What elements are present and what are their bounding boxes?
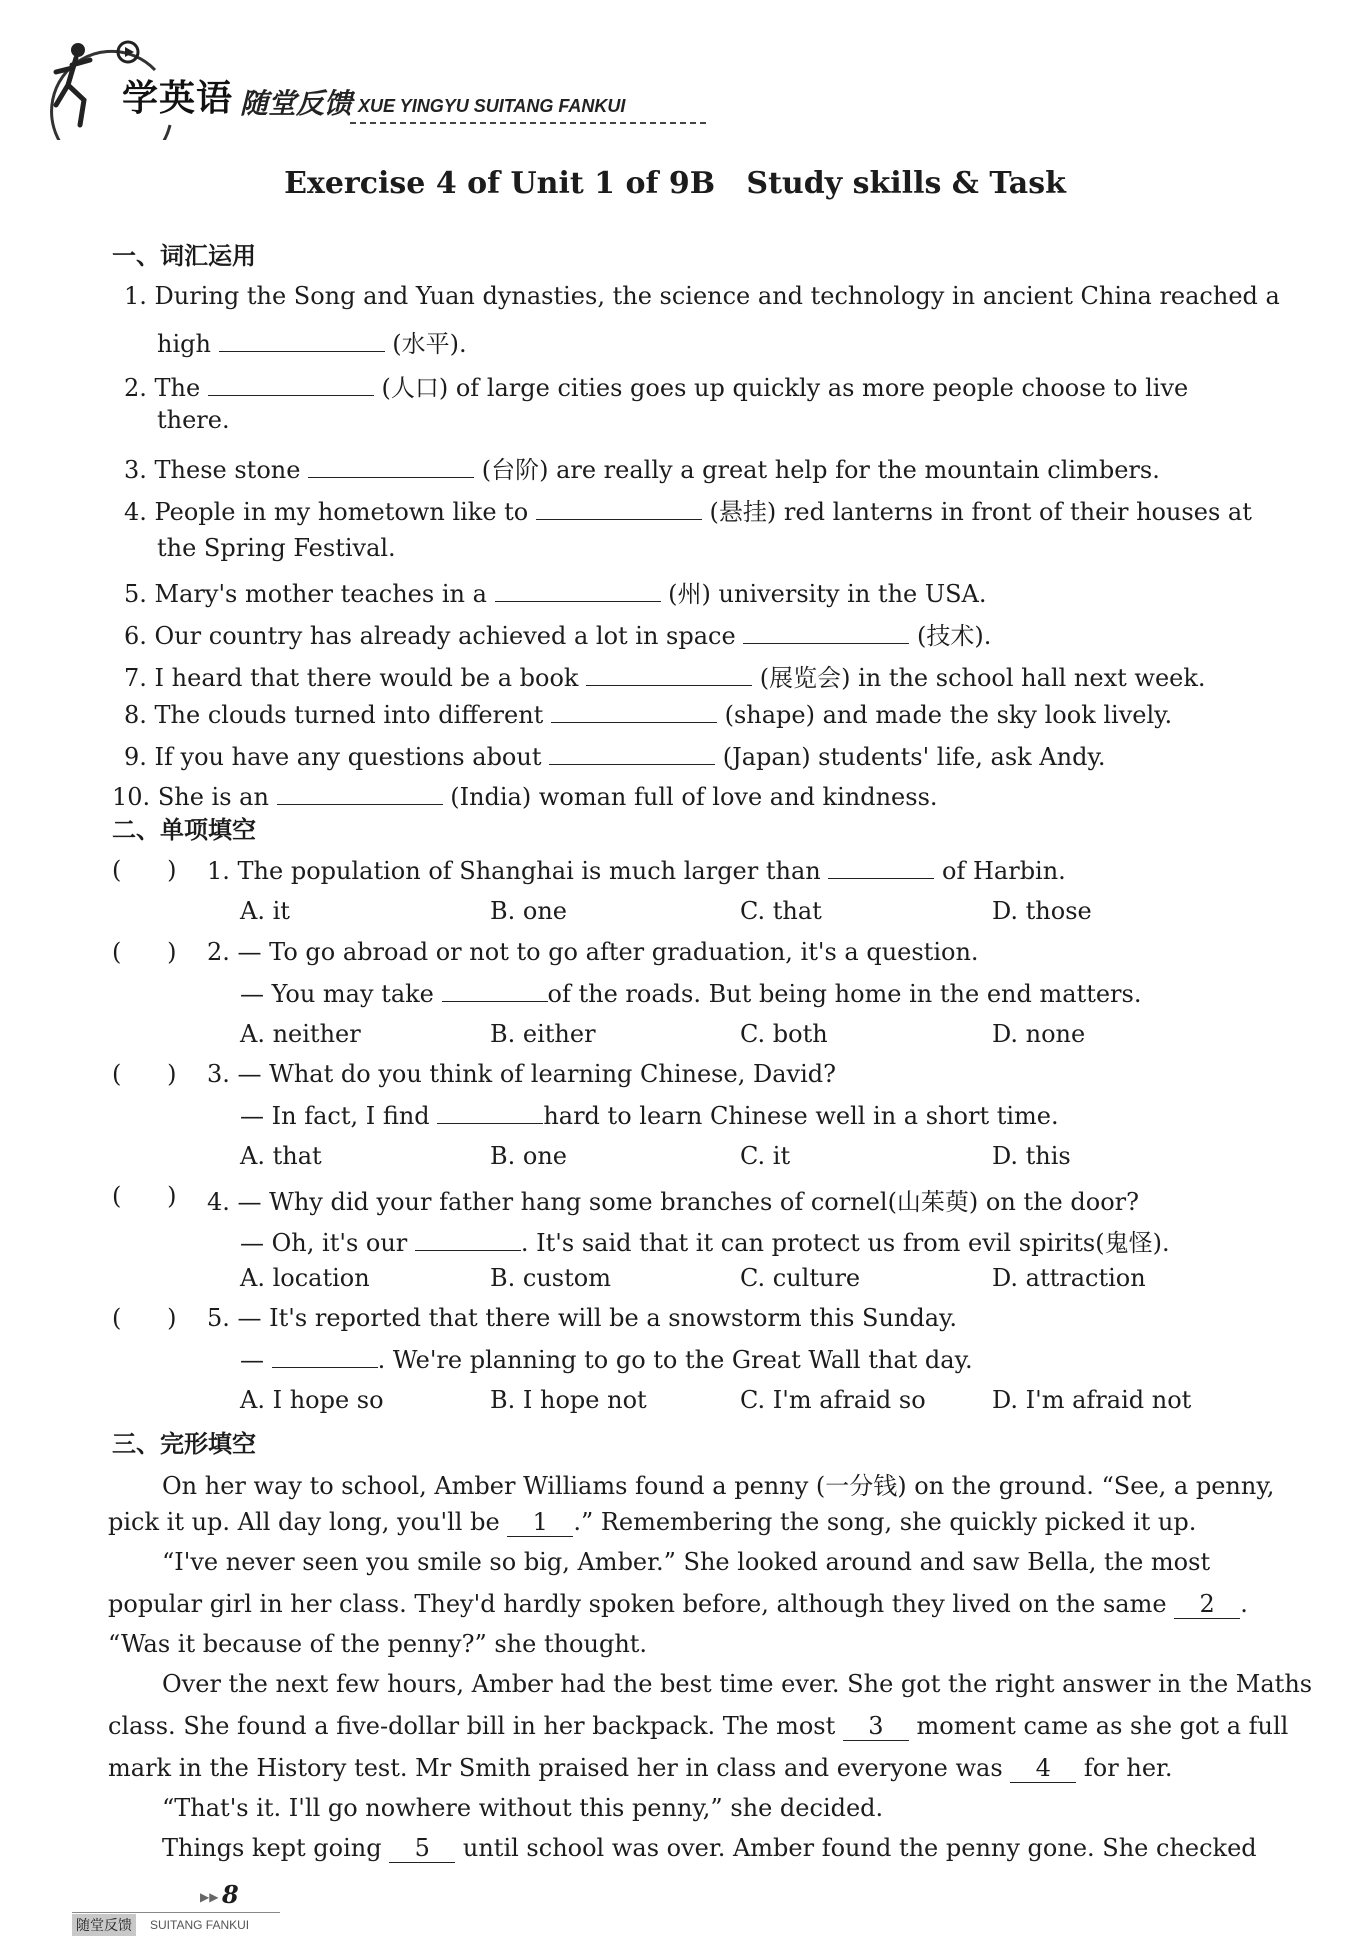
- question-text: — In fact, I find: [240, 1102, 430, 1130]
- item-number: 3.: [207, 1060, 230, 1088]
- passage-text: On her way to school, Amber Williams found a penny (一分钱) on the ground. “See, a penny,: [162, 1472, 1275, 1500]
- item-hint: (悬挂) red lanterns in front of their houses at: [709, 498, 1252, 526]
- answer-blank[interactable]: [277, 782, 443, 805]
- item-hint: (shape) and made the sky look lively.: [724, 701, 1173, 729]
- header-pinyin: XUE YINGYU SUITANG FANKUI: [358, 96, 626, 116]
- passage-text: until school was over. Amber found the penny gone. She checked: [462, 1834, 1257, 1862]
- passage-text: .” Remembering the song, she quickly picked it up.: [573, 1508, 1197, 1536]
- item-hint: (州) university in the USA.: [668, 580, 987, 608]
- question-text: — Oh, it's our: [240, 1229, 408, 1257]
- answer-paren[interactable]: ( ): [112, 856, 177, 884]
- question-text: —: [240, 1346, 264, 1374]
- item-number: 6.: [124, 622, 147, 650]
- mc-option[interactable]: B. either: [490, 1020, 596, 1048]
- item-number: 10.: [112, 783, 151, 811]
- answer-blank[interactable]: [208, 373, 374, 396]
- question-text: of the roads. But being home in the end matters.: [547, 980, 1142, 1008]
- passage-text: popular girl in her class. They'd hardly spoken before, although they lived on the same: [108, 1590, 1167, 1618]
- mc-option[interactable]: A. neither: [240, 1020, 361, 1048]
- item-number: 4.: [207, 1188, 230, 1216]
- mc-option[interactable]: A. location: [240, 1264, 370, 1292]
- cloze-blank-4[interactable]: 4: [1010, 1754, 1076, 1783]
- vocab-item: [124, 700, 1264, 729]
- item-hint: (技术).: [916, 622, 992, 650]
- passage-text: .: [1240, 1590, 1248, 1618]
- vocab-item: [124, 368, 1264, 403]
- question-text: of Harbin.: [942, 857, 1066, 885]
- mc-option[interactable]: D. attraction: [992, 1264, 1146, 1292]
- item-text: I heard that there would be a book: [154, 664, 579, 692]
- answer-paren[interactable]: ( ): [112, 938, 177, 966]
- question-text: — It's reported that there will be a snowstorm this Sunday.: [237, 1304, 958, 1332]
- page-title: Exercise 4 of Unit 1 of 9B Study skills & Task: [284, 166, 1066, 201]
- item-text: These stone: [154, 456, 301, 484]
- section-heading-mc: 二、单项填空: [112, 816, 256, 844]
- mc-option[interactable]: D. I'm afraid not: [992, 1386, 1192, 1414]
- vocab-item-continuation: [157, 534, 396, 562]
- mc-option[interactable]: C. both: [740, 1020, 828, 1048]
- answer-blank[interactable]: [437, 1101, 543, 1124]
- item-number: 1.: [207, 857, 230, 885]
- question-text: . We're planning to go to the Great Wall that day.: [377, 1346, 973, 1374]
- item-number: 9.: [124, 743, 147, 771]
- passage-text: moment came as she got a full: [916, 1712, 1289, 1740]
- vocab-item: [124, 450, 1264, 485]
- item-text: Mary's mother teaches in a: [154, 580, 487, 608]
- item-hint: (人口) of large cities goes up quickly as more people choose to live: [381, 374, 1189, 402]
- mc-option[interactable]: C. that: [740, 897, 822, 925]
- answer-paren[interactable]: ( ): [112, 1182, 177, 1210]
- item-text: If you have any questions about: [154, 743, 542, 771]
- cloze-blank-3[interactable]: 3: [843, 1712, 909, 1741]
- mc-option[interactable]: D. this: [992, 1142, 1071, 1170]
- section-heading-cloze: 三、完形填空: [112, 1430, 256, 1458]
- answer-blank[interactable]: [415, 1228, 521, 1251]
- cloze-line: [162, 1670, 1312, 1698]
- question-text: — What do you think of learning Chinese, David?: [237, 1060, 836, 1088]
- header-subtitle-cn: 随堂反馈: [240, 87, 353, 120]
- answer-blank[interactable]: [442, 979, 548, 1002]
- cloze-line: [108, 1508, 1196, 1537]
- item-hint: (展览会) in the school hall next week.: [759, 664, 1206, 692]
- passage-text: “Was it because of the penny?” she thought.: [108, 1630, 648, 1658]
- question-text: The population of Shanghai is much larger than: [237, 857, 821, 885]
- passage-text: for her.: [1083, 1754, 1173, 1782]
- answer-paren[interactable]: ( ): [112, 1304, 177, 1332]
- cloze-line: [108, 1630, 647, 1658]
- question-text: . It's said that it can protect us from evil spirits(鬼怪).: [520, 1229, 1170, 1257]
- cloze-blank-5[interactable]: 5: [389, 1834, 455, 1863]
- vocab-item: [124, 574, 1264, 609]
- cloze-blank-2[interactable]: 2: [1174, 1590, 1240, 1619]
- vocab-item: [124, 616, 1264, 651]
- cloze-line: [108, 1754, 1172, 1783]
- passage-text: class. She found a five-dollar bill in her backpack. The most: [108, 1712, 836, 1740]
- mc-option[interactable]: C. I'm afraid so: [740, 1386, 926, 1414]
- item-text: The clouds turned into different: [154, 701, 544, 729]
- item-number: 4.: [124, 498, 147, 526]
- question-text: — Why did your father hang some branches of cornel(山茱萸) on the door?: [237, 1188, 1139, 1216]
- item-number: 1.: [124, 282, 147, 310]
- page-number: 8: [222, 1880, 239, 1909]
- item-number: 2.: [124, 374, 147, 402]
- footer-badge: 随堂反馈: [72, 1914, 136, 1936]
- item-number: 2.: [207, 938, 230, 966]
- mc-option[interactable]: D. none: [992, 1020, 1086, 1048]
- passage-text: pick it up. All day long, you'll be: [108, 1508, 500, 1536]
- cloze-line: [162, 1548, 1210, 1576]
- mc-option[interactable]: A. that: [240, 1142, 322, 1170]
- answer-blank[interactable]: [828, 856, 934, 879]
- passage-text: mark in the History test. Mr Smith praised her in class and everyone was: [108, 1754, 1003, 1782]
- item-text: The: [154, 374, 201, 402]
- mc-option[interactable]: B. one: [490, 1142, 568, 1170]
- cloze-line: [162, 1794, 883, 1822]
- item-number: 5.: [124, 580, 147, 608]
- question-text: — To go abroad or not to go after graduation, it's a question.: [237, 938, 979, 966]
- answer-blank[interactable]: [549, 742, 715, 765]
- section-heading-vocab: 一、词汇运用: [112, 242, 256, 270]
- answer-blank[interactable]: [743, 621, 909, 644]
- answer-blank[interactable]: [272, 1345, 378, 1368]
- question-text: hard to learn Chinese well in a short time.: [543, 1102, 1059, 1130]
- item-number: 8.: [124, 701, 147, 729]
- passage-text: “I've never seen you smile so big, Amber.” She looked around and saw Bella, the most: [162, 1548, 1211, 1576]
- item-hint: (Japan) students' life, ask Andy.: [722, 743, 1106, 771]
- vocab-item: [124, 492, 1264, 527]
- vocab-item: [124, 282, 1280, 310]
- mc-response-line: [240, 1223, 1170, 1258]
- mc-question-line: [207, 1182, 1139, 1217]
- vocab-item: [124, 658, 1264, 693]
- cloze-line: [162, 1834, 1257, 1863]
- mc-response-line: [240, 979, 1141, 1008]
- mc-option[interactable]: D. those: [992, 897, 1092, 925]
- item-number: 3.: [124, 456, 147, 484]
- mc-option[interactable]: B. custom: [490, 1264, 611, 1292]
- passage-text: “That's it. I'll go nowhere without this penny,” she decided.: [162, 1794, 884, 1822]
- item-text: the Spring Festival.: [157, 534, 396, 562]
- answer-paren[interactable]: ( ): [112, 1060, 177, 1088]
- answer-blank[interactable]: [219, 329, 385, 352]
- item-number: 7.: [124, 664, 147, 692]
- vocab-item-continuation: [157, 324, 467, 359]
- item-text: People in my hometown like to: [154, 498, 529, 526]
- mc-option[interactable]: C. it: [740, 1142, 791, 1170]
- header-rule: [350, 122, 706, 124]
- mc-question-line: [207, 938, 979, 966]
- mc-question-line: [207, 856, 1066, 885]
- footer-arrows-icon: ▶▶: [200, 1890, 219, 1904]
- mc-question-line: [207, 1060, 836, 1088]
- mc-option[interactable]: A. I hope so: [240, 1386, 384, 1414]
- mc-question-line: [207, 1304, 957, 1332]
- answer-blank[interactable]: [308, 455, 474, 478]
- item-hint: (台阶) are really a great help for the mountain climbers.: [481, 456, 1160, 484]
- vocab-item: [124, 742, 1264, 771]
- vocab-item: [112, 782, 1252, 811]
- item-text: She is an: [157, 783, 269, 811]
- mc-option[interactable]: C. culture: [740, 1264, 861, 1292]
- item-text: high: [157, 330, 211, 358]
- item-hint: (水平).: [392, 330, 467, 358]
- cloze-blank-1[interactable]: 1: [507, 1508, 573, 1537]
- mc-option[interactable]: B. one: [490, 897, 568, 925]
- header-title-cn: 学英语: [122, 78, 234, 119]
- item-text: Our country has already achieved a lot in space: [154, 622, 736, 650]
- cloze-line: [108, 1712, 1288, 1741]
- answer-blank[interactable]: [495, 579, 661, 602]
- passage-text: Things kept going: [162, 1834, 382, 1862]
- answer-blank[interactable]: [536, 497, 702, 520]
- answer-blank[interactable]: [551, 700, 717, 723]
- mc-response-line: [240, 1345, 973, 1374]
- footer-rule: [72, 1912, 280, 1913]
- item-hint: (India) woman full of love and kindness.: [450, 783, 938, 811]
- answer-blank[interactable]: [586, 663, 752, 686]
- footer-badge-sub: SUITANG FANKUI: [150, 1918, 250, 1932]
- mc-option[interactable]: A. it: [240, 897, 290, 925]
- item-text: During the Song and Yuan dynasties, the science and technology in ancient China reached a: [154, 282, 1280, 310]
- mc-option[interactable]: B. I hope not: [490, 1386, 647, 1414]
- item-number: 5.: [207, 1304, 230, 1332]
- cloze-line: [108, 1590, 1248, 1619]
- question-text: — You may take: [240, 980, 434, 1008]
- cloze-line: [162, 1466, 1274, 1501]
- item-text: there.: [157, 406, 230, 434]
- header-logo: [50, 30, 690, 140]
- mc-response-line: [240, 1101, 1059, 1130]
- vocab-item-continuation: [157, 406, 230, 434]
- passage-text: Over the next few hours, Amber had the best time ever. She got the right answer in the Maths: [162, 1670, 1313, 1698]
